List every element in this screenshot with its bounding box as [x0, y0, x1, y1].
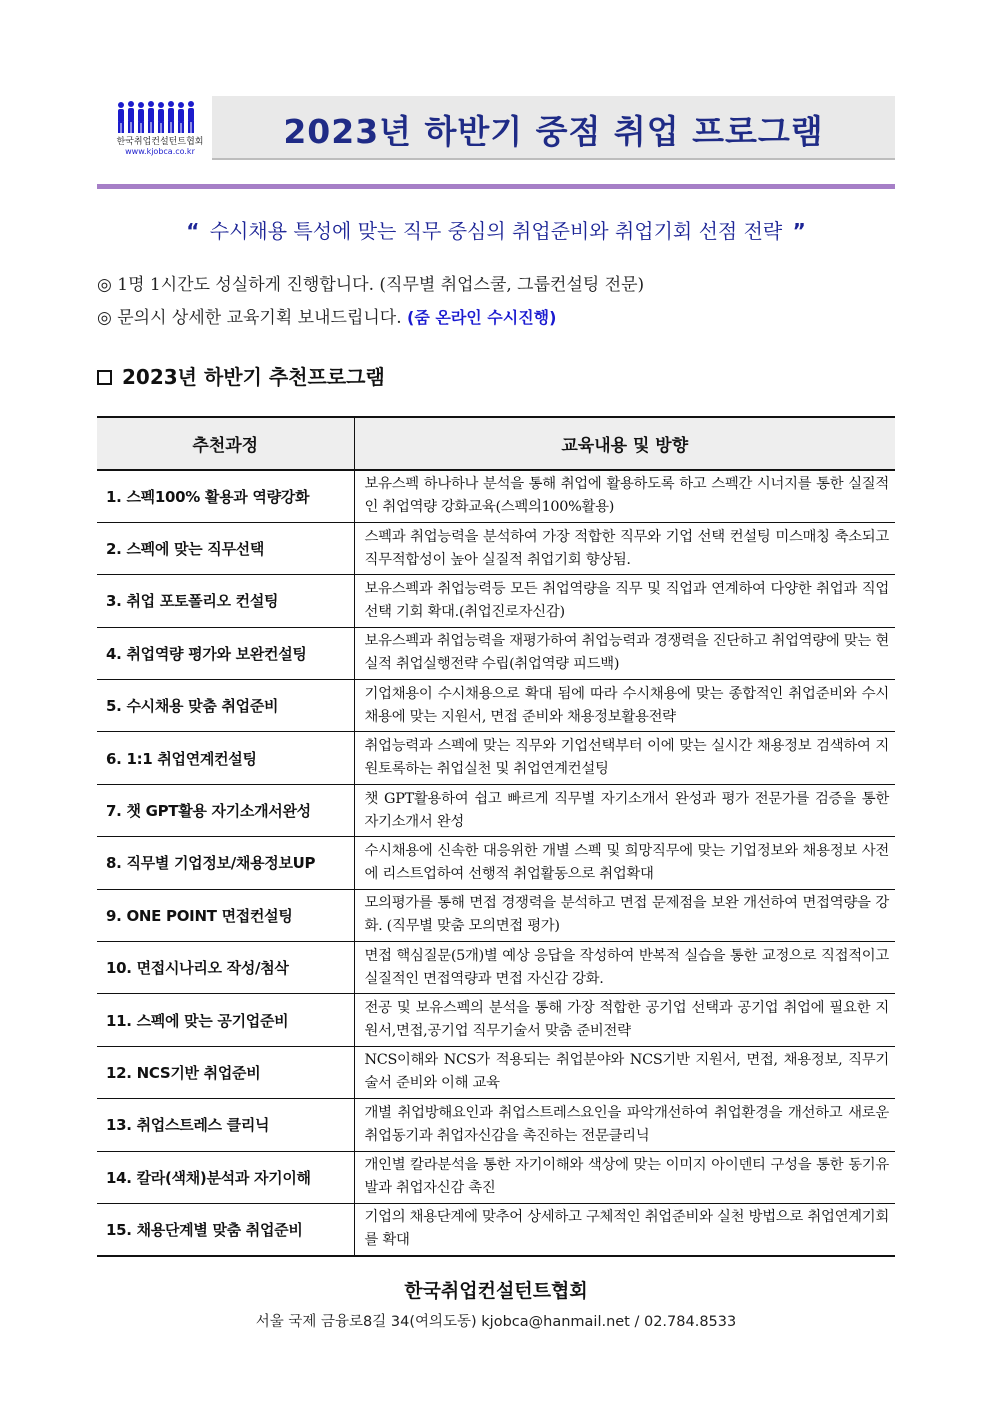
program-table — [97, 416, 895, 1257]
course-description: 모의평가를 통해 면접 경쟁력을 분석하고 면접 문제점을 보완 개선하여 면접역량을 강화. (직무별 맞춤 모의면접 평가) — [354, 889, 895, 941]
course-name: 1. 스펙100% 활용과 역량강화 — [97, 470, 354, 522]
page-title: 2023년 하반기 중점 취업 프로그램 — [283, 112, 824, 151]
course-name: 3. 취업 포토폴리오 컨설팅 — [97, 575, 354, 627]
logo-url: www.kjobca.co.kr — [125, 147, 195, 156]
course-description: 기업의 채용단계에 맞추어 상세하고 구체적인 취업준비와 실천 방법으로 취업연계기회를 확대 — [354, 1203, 895, 1255]
column-header-description: 교육내용 및 방향 — [354, 417, 895, 470]
table-header-row — [97, 417, 895, 470]
logo-org-name: 한국취업컨설턴트협회 — [116, 137, 204, 147]
course-name: 15. 채용단계별 맞춤 취업준비 — [97, 1203, 354, 1255]
course-description: NCS이해와 NCS가 적용되는 취업분야와 NCS기반 지원서, 면접, 채용정보, 직무기술서 준비와 이해 교육 — [354, 1046, 895, 1098]
course-name: 8. 직무별 기업정보/채용정보UP — [97, 837, 354, 889]
course-description: 면접 핵심질문(5개)별 예상 응답을 작성하여 반복적 실습을 통한 교정으로 직접적이고 실질적인 면접역량과 면접 자신감 강화. — [354, 942, 895, 994]
table-row — [97, 470, 895, 522]
table-row — [97, 680, 895, 732]
course-name: 10. 면접시나리오 작성/첨삭 — [97, 942, 354, 994]
section-title: 2023년 하반기 추천프로그램 — [122, 365, 385, 389]
table-row — [97, 1151, 895, 1203]
course-description: 스펙과 취업능력을 분석하여 가장 적합한 직무와 기업 선택 컨설팅 미스매칭 축소되고 직무적합성이 높아 실질적 취업기회 향상됨. — [354, 522, 895, 574]
course-name: 14. 칼라(색채)분석과 자기이해 — [97, 1151, 354, 1203]
note-line — [97, 303, 556, 328]
note-text: 1명 1시간도 성실하게 진행합니다. (직무별 취업스쿨, 그룹컨설팅 전문) — [117, 275, 645, 295]
empty-square-icon — [97, 370, 112, 385]
header-divider — [97, 184, 895, 189]
course-description: 취업능력과 스펙에 맞는 직무와 기업선택부터 이에 맞는 실시간 채용정보 검색하여 지원토록하는 취업실천 및 취업연계컨설팅 — [354, 732, 895, 784]
course-description: 보유스펙 하나하나 분석을 통해 취업에 활용하도록 하고 스펙간 시너지를 통한 실질적인 취업역량 강화교육(스펙의100%활용) — [354, 470, 895, 522]
course-name: 9. ONE POINT 면접컨설팅 — [97, 889, 354, 941]
table-row — [97, 942, 895, 994]
course-description: 보유스펙과 취업능력을 재평가하여 취업능력과 경쟁력을 진단하고 취업역량에 맞는 현실적 취업실행전략 수립(취업역량 피드백) — [354, 627, 895, 679]
tagline — [97, 215, 895, 244]
table-row — [97, 1046, 895, 1098]
table-row — [97, 784, 895, 836]
table-row — [97, 994, 895, 1046]
course-name: 2. 스펙에 맞는 직무선택 — [97, 522, 354, 574]
table-row — [97, 1203, 895, 1255]
close-quote: ” — [792, 219, 806, 243]
course-description: 수시채용에 신속한 대응위한 개별 스펙 및 희망직무에 맞는 기업정보와 채용정보 사전에 리스트업하여 선행적 취업활동으로 취업확대 — [354, 837, 895, 889]
course-description: 개인별 칼라분석을 통한 자기이해와 색상에 맞는 이미지 아이덴티 구성을 통한 동기유발과 취업자신감 촉진 — [354, 1151, 895, 1203]
footer-address: 서울 국제 금융로8길 34(여의도동) kjobca@hanmail.net / 02.784.8533 — [255, 1314, 737, 1330]
course-name: 5. 수시채용 맞춤 취업준비 — [97, 680, 354, 732]
course-description: 챗 GPT활용하여 쉽고 빠르게 직무별 자기소개서 완성과 평가 전문가를 검증을 통한 자기소개서 완성 — [354, 784, 895, 836]
course-description: 기업채용이 수시채용으로 확대 됨에 따라 수시채용에 맞는 종합적인 취업준비와 수시채용에 맞는 지원서, 면접 준비와 채용정보활용전략 — [354, 680, 895, 732]
course-description: 보유스펙과 취업능력등 모든 취업역량을 직무 및 직업과 연계하여 다양한 취업과 직업선택 기회 확대.(취업진로자신감) — [354, 575, 895, 627]
course-name: 6. 1:1 취업연계컨설팅 — [97, 732, 354, 784]
section-heading — [97, 361, 385, 390]
double-circle-bullet-icon: ◎ — [97, 275, 112, 295]
document-header — [97, 96, 895, 160]
people-group-logo-icon — [115, 100, 201, 134]
double-circle-bullet-icon: ◎ — [97, 308, 112, 328]
organization-logo — [101, 96, 211, 160]
note-text: 문의시 상세한 교육기획 보내드립니다. — [117, 308, 402, 328]
table-row — [97, 575, 895, 627]
course-name: 13. 취업스트레스 클리닉 — [97, 1099, 354, 1151]
open-quote: “ — [186, 219, 200, 243]
table-row — [97, 522, 895, 574]
tagline-text: 수시채용 특성에 맞는 직무 중심의 취업준비와 취업기회 선점 전략 — [209, 219, 783, 243]
note-line — [97, 270, 644, 295]
course-name: 4. 취업역량 평가와 보완컨설팅 — [97, 627, 354, 679]
table-row — [97, 889, 895, 941]
column-header-course: 추천과정 — [97, 417, 354, 470]
course-name: 11. 스펙에 맞는 공기업준비 — [97, 994, 354, 1046]
course-description: 전공 및 보유스펙의 분석을 통해 가장 적합한 공기업 선택과 공기업 취업에 필요한 지원서,면접,공기업 직무기술서 맞춤 준비전략 — [354, 994, 895, 1046]
footer-organization: 한국취업컨설턴트협회 — [404, 1280, 588, 1302]
table-row — [97, 627, 895, 679]
title-banner — [212, 96, 895, 160]
course-name: 12. NCS기반 취업준비 — [97, 1046, 354, 1098]
note-highlight: (줌 온라인 수시진행) — [407, 308, 557, 327]
table-row — [97, 837, 895, 889]
table-row — [97, 732, 895, 784]
course-description: 개별 취업방해요인과 취업스트레스요인을 파악개선하여 취업환경을 개선하고 새로운 취업동기과 취업자신감을 촉진하는 전문클리닉 — [354, 1099, 895, 1151]
table-row — [97, 1099, 895, 1151]
course-name: 7. 챗 GPT활용 자기소개서완성 — [97, 784, 354, 836]
